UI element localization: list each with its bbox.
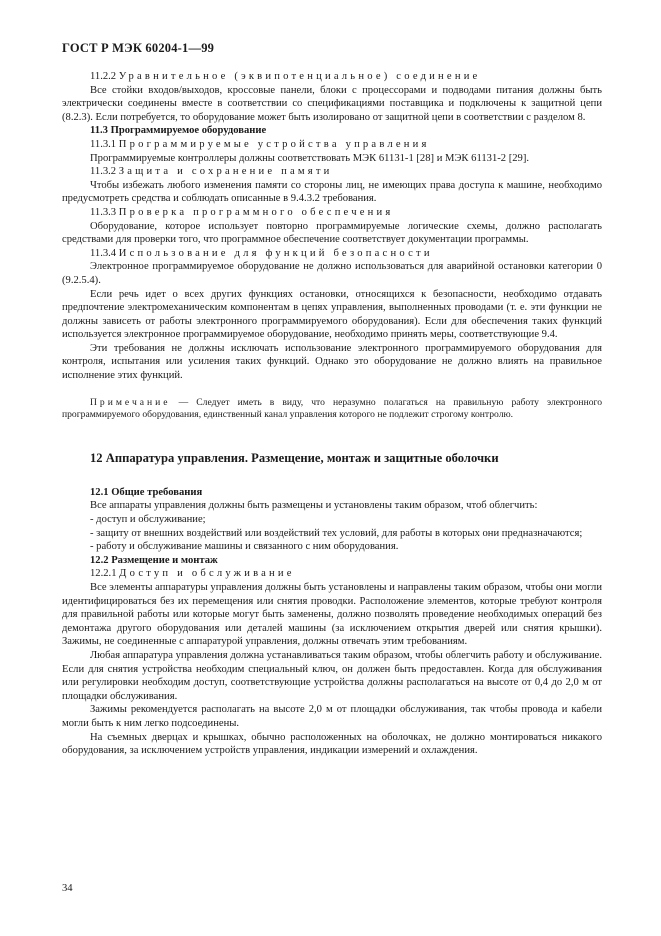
section-title-12: 12 Аппаратура управления. Размещение, монтаж и защитные оболочки	[90, 450, 499, 465]
paragraph: На съемных дверцах и крышках, обычно расположенных на оболочках, не должно монтироваться никакого оборудования, за исключением устройств управления, индикации измерений и охлаждения.	[62, 731, 602, 757]
clause-number: 11.3.4	[90, 247, 117, 259]
page-content	[62, 70, 602, 758]
clause-title: Уравнительное (эквипотенциальное) соединение	[118, 71, 481, 82]
paragraph: Чтобы избежать любого изменения памяти со стороны лиц, не имеющих права доступа к машине, необходимо предусмотреть средства и соблюдать описанные в 9.4.3.2 требования.	[62, 179, 602, 205]
clause-title: Проверка программного обеспечения	[118, 206, 394, 218]
heading-11-2-2	[62, 70, 602, 84]
document-header: ГОСТ Р МЭК 60204-1—99	[62, 41, 215, 55]
note-text: — Следует иметь в виду, что неразумно полагаться на правильную работу электронного программируемого оборудования, единственный канал управления которого не подлежит строгому контролю.	[62, 396, 602, 421]
heading-12-1: 12.1 Общие требования	[90, 486, 203, 498]
list-item: - работу и обслуживание машины и связанного с ним оборудования.	[90, 541, 399, 553]
clause-title: Программируемые устройства управления	[118, 138, 430, 150]
paragraph: Все элементы аппаратуры управления должны быть установлены и направлены таким образом, чтобы они могли идентифицироваться без их перемещения или снятия проводки. Расположение элементов, которые требуют контроля для правильной работы или которые могут быть заменены, должно позволять проведение необходимых операций без демонтажа другого оборудования или деталей машины (за исключением открытия дверей или снятия крышки). Зажимы, не соединенные с аппаратурой управления, должны отвечать этим требованиям.	[62, 582, 602, 648]
clause-number: 12.2.1	[90, 568, 117, 580]
heading-11-3: 11.3 Программируемое оборудование	[90, 125, 267, 137]
list-item: - защиту от внешних воздействий или воздействий тех условий, для работы в которых они предназначаются;	[90, 527, 583, 539]
heading-11-3-2	[62, 165, 602, 179]
clause-number: 11.3.2	[90, 166, 117, 178]
paragraph: Электронное программируемое оборудование не должно использоваться для аварийной остановки категории 0 (9.2.5.4).	[62, 261, 602, 286]
paragraph: Любая аппаратура управления должна устанавливаться таким образом, чтобы облегчить работу и обслуживание. Если для снятия устройства необходим специальный ключ, он должен быть предоставлен. Когда для обслуживания или регулировки необходим доступ, соответствующие устройства должны располагаться на высоте от 0,4 до 2,0 м от площадки обслуживания.	[62, 649, 602, 702]
paragraph: Все аппараты управления должны быть размещены и установлены таким образом, чтоб облегчить:	[90, 500, 538, 512]
heading-12-2-1	[62, 567, 602, 581]
clause-title: Использование для функций безопасности	[118, 247, 433, 259]
heading-12-2: 12.2 Размещение и монтаж	[90, 554, 218, 566]
clause-number: 11.3.3	[90, 206, 117, 218]
paragraph: Оборудование, которое использует повторно программируемые логические схемы, должно располагать средствами для проверки того, что программное обеспечение соответствует документации программы.	[62, 220, 602, 246]
paragraph: Если речь идет о всех других функциях остановки, относящихся к безопасности, необходимо отдавать предпочтение электромеханическим компонентам в цепях управления, выполненных проводами (т. е. эти функции не должны зависеть от работы электронного программируемого оборудования). Если для обеспечения таких функций используется электронное программируемое оборудование, необходимо принять меры, соответствующие 9.4.	[62, 288, 602, 341]
note-label: Примечание	[90, 396, 171, 408]
paragraph: Зажимы рекомендуется располагать на высоте 2,0 м от площадки обслуживания, так чтобы провода и кабели могли быть к ним легко подсоединены.	[62, 704, 602, 729]
clause-title: Защита и сохранение памяти	[118, 166, 333, 178]
clause-number: 11.3.1	[90, 138, 117, 150]
paragraph: Программируемые контроллеры должны соответствовать МЭК 61131-1 [28] и МЭК 61131-2 [29].	[90, 152, 530, 164]
paragraph: Все стойки входов/выходов, кроссовые панели, блоки с процессорами и подводами питания должны быть электрически соединены вместе в соответствии со спецификациями поставщика и подключены к защитной цепи (8.2.3). Если потребуется, то оборудование может быть изолировано от защитной цепи в соответствии с разделом 8.	[62, 84, 602, 123]
list-item: - доступ и обслуживание;	[90, 514, 206, 526]
clause-title: Доступ и обслуживание	[119, 568, 295, 580]
heading-11-3-1	[62, 138, 602, 152]
heading-11-3-3	[62, 206, 602, 220]
page-number: 34	[62, 883, 73, 894]
clause-number: 11.2.2	[90, 71, 117, 82]
heading-11-3-4	[62, 247, 602, 261]
note	[62, 397, 602, 422]
paragraph: Эти требования не должны исключать использование электронного программируемого оборудования для контроля, испытания или усиления таких функций. Однако это оборудование не должно влиять на правильное исполнение этих функций.	[62, 342, 602, 382]
